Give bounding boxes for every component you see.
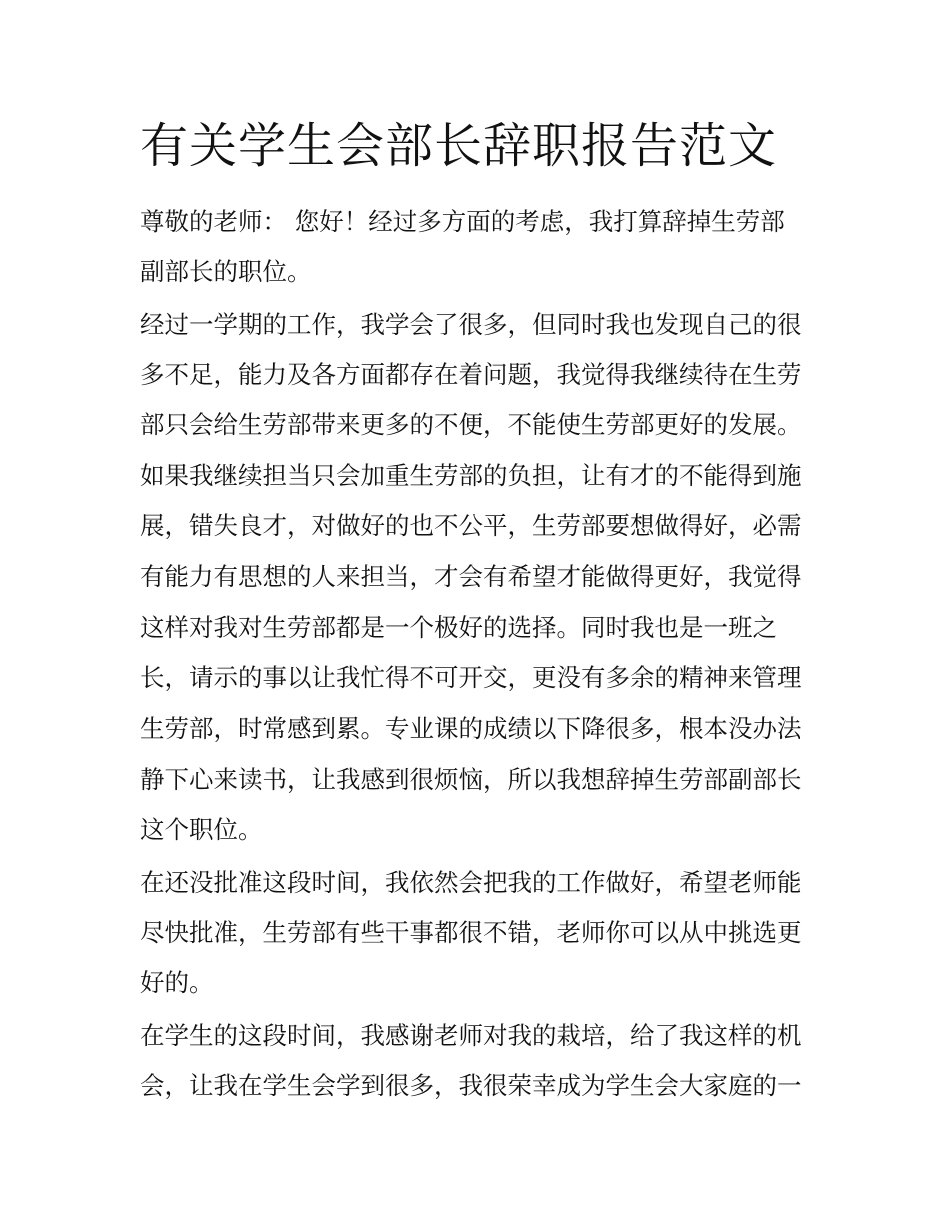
paragraph-line: 在学生的这段时间，我感谢老师对我的栽培，给了我这样的机 — [140, 1021, 802, 1050]
paragraph-line: 部只会给生劳部带来更多的不便，不能使生劳部更好的发展。 — [140, 410, 802, 439]
paragraph-line: 长，请示的事以让我忙得不可开交，更没有多余的精神来管理 — [140, 663, 802, 692]
paragraph-line: 经过一学期的工作，我学会了很多，但同时我也发现自己的很 — [140, 310, 802, 339]
paragraph-line: 会，让我在学生会学到很多，我很荣幸成为学生会大家庭的一 — [140, 1071, 802, 1100]
paragraph-line: 尊敬的老师： 您好！经过多方面的考虑，我打算辞掉生劳部 — [140, 207, 785, 236]
paragraph-line: 尽快批准，生劳部有些干事都很不错，老师你可以从中挑选更 — [140, 918, 802, 947]
paragraph-line: 如果我继续担当只会加重生劳部的负担，让有才的不能得到施 — [140, 461, 802, 490]
paragraph-line: 展，错失良才，对做好的也不公平，生劳部要想做得好，必需 — [140, 511, 802, 540]
paragraph-line: 好的。 — [140, 968, 214, 997]
paragraph-line: 这个职位。 — [140, 815, 263, 844]
paragraph-line: 在还没批准这段时间，我依然会把我的工作做好，希望老师能 — [140, 868, 802, 897]
paragraph-line: 这样对我对生劳部都是一个极好的选择。同时我也是一班之 — [140, 613, 777, 642]
document-title: 有关学生会部长辞职报告范文 — [140, 118, 778, 174]
paragraph-line: 生劳部，时常感到累。专业课的成绩以下降很多，根本没办法 — [140, 714, 802, 743]
paragraph-line: 静下心来读书，让我感到很烦恼，所以我想辞掉生劳部副部长 — [140, 765, 802, 794]
paragraph-line: 副部长的职位。 — [140, 257, 312, 286]
paragraph-line: 有能力有思想的人来担当，才会有希望才能做得更好，我觉得 — [140, 562, 802, 591]
paragraph-line: 多不足，能力及各方面都存在着问题，我觉得我继续待在生劳 — [140, 360, 802, 389]
